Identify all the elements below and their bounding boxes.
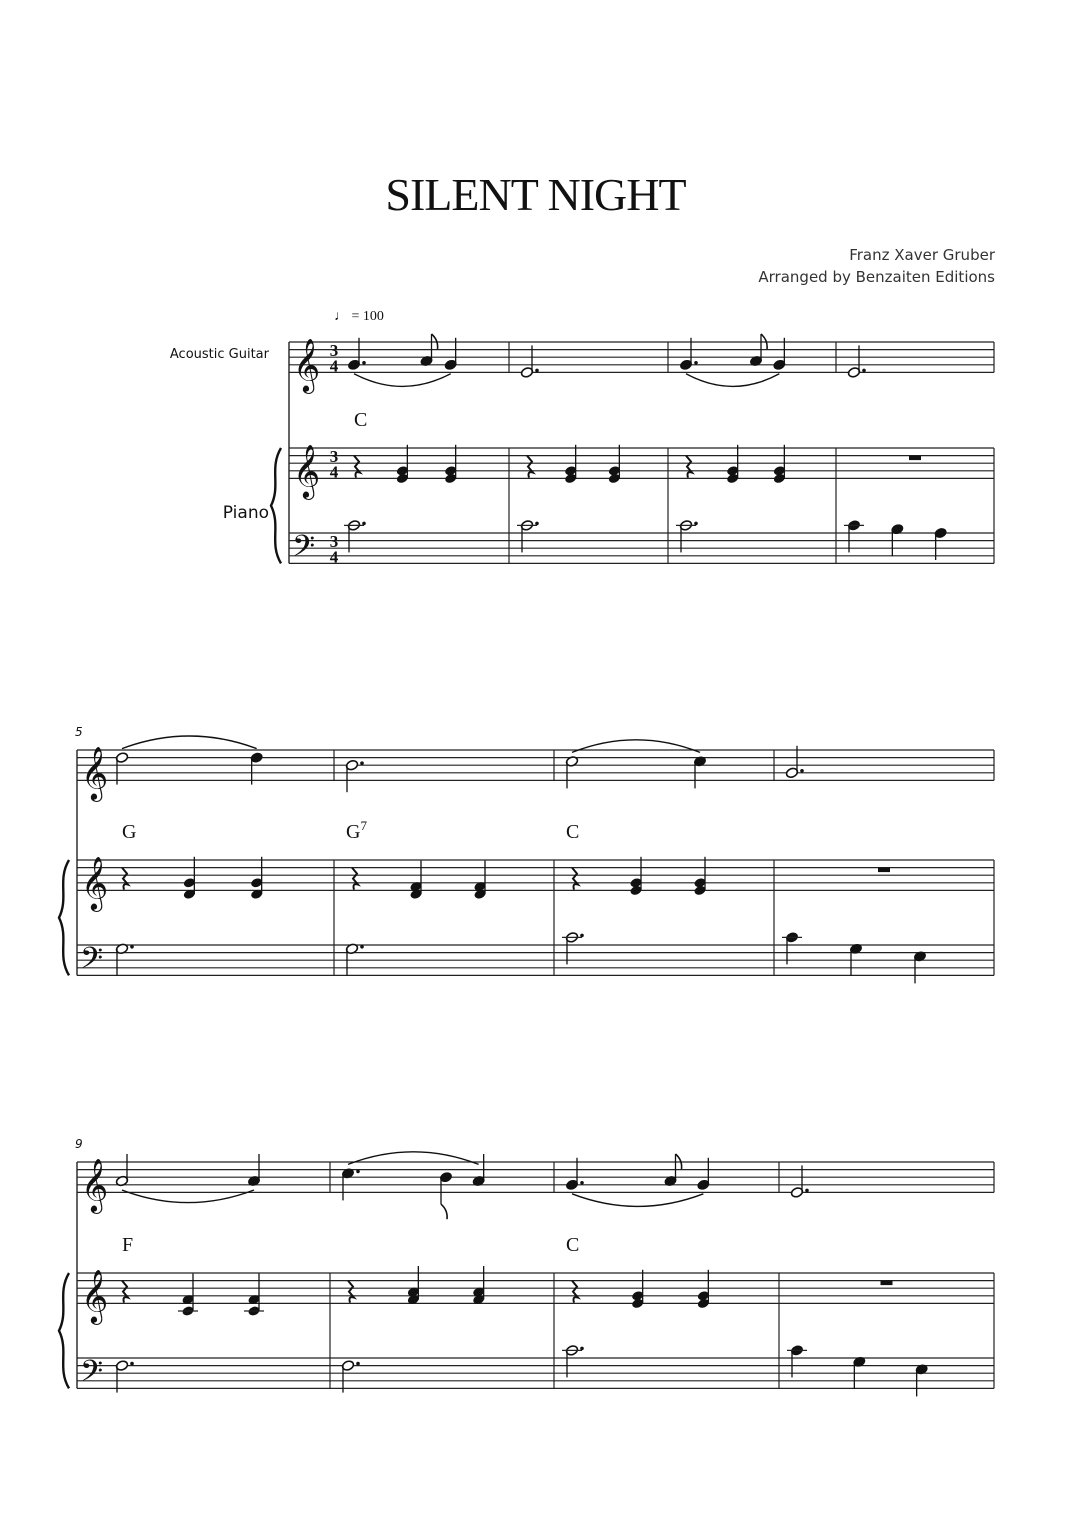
quarter-rest (348, 1281, 354, 1303)
arranger-credit: Arranged by Benzaiten Editions (758, 268, 995, 286)
piano-chord (608, 445, 621, 484)
instrument-label-guitar: Acoustic Guitar (169, 347, 269, 362)
quarter-rest (354, 456, 360, 478)
augmentation-dot (362, 361, 366, 365)
bass-note (847, 520, 860, 553)
melody-note (749, 334, 767, 367)
measure-number: 5 (75, 725, 83, 739)
melody-note (341, 1168, 360, 1201)
piano-chord (697, 1270, 710, 1309)
piano-treble-staff (77, 860, 994, 890)
augmentation-dot (800, 769, 804, 773)
chord-symbol: G (122, 821, 137, 843)
melody-note (347, 338, 366, 371)
piano-chord (693, 857, 706, 896)
piano-chord (631, 1270, 644, 1309)
melody-note (565, 1158, 584, 1191)
guitar-staff (77, 1162, 994, 1192)
bass-note (565, 1345, 584, 1378)
bass-note (849, 943, 862, 976)
augmentation-dot (535, 369, 539, 373)
augmentation-dot (580, 934, 584, 938)
time-signature-beats: 3 (329, 447, 339, 467)
bass-note (345, 943, 364, 976)
time-signature-unit: 4 (329, 356, 339, 376)
melody-note (439, 1171, 452, 1219)
whole-rest (909, 456, 921, 461)
augmentation-dot (360, 761, 364, 765)
tempo-marking: ♩ = 100 (334, 309, 384, 324)
piano-chord (407, 1266, 420, 1305)
piano-chord (396, 445, 409, 484)
melody-note (115, 752, 128, 785)
piano-treble-clef-icon: 𝄞 (81, 1270, 109, 1322)
piano-chord (183, 857, 196, 900)
augmentation-dot (130, 945, 134, 949)
melody-note (790, 1165, 809, 1198)
piano-chord (773, 445, 786, 484)
bass-note (341, 1360, 360, 1393)
melody-note (773, 338, 786, 371)
quarter-rest (572, 868, 578, 890)
augmentation-dot (862, 369, 866, 373)
guitar-treble-clef-icon: 𝄞 (81, 747, 109, 799)
piano-chord (250, 857, 263, 900)
augmentation-dot (356, 1362, 360, 1366)
chord-symbol: C (354, 409, 368, 431)
melody-note (345, 759, 364, 792)
quarter-rest (122, 1281, 128, 1303)
melody-note (472, 1154, 485, 1187)
bass-note (790, 1345, 803, 1378)
instrument-label-piano: Piano (222, 503, 269, 523)
piano-chord (473, 861, 486, 900)
whole-rest (878, 868, 890, 873)
melody-note (420, 334, 438, 367)
quarter-rest (572, 1281, 578, 1303)
piano-bass-staff (289, 533, 994, 563)
bass-note (891, 523, 904, 556)
augmentation-dot (580, 1181, 584, 1185)
melody-note (664, 1154, 682, 1187)
bass-note (853, 1356, 866, 1389)
piano-chord (472, 1266, 485, 1305)
chord-symbol: F (122, 1234, 134, 1256)
augmentation-dot (356, 1170, 360, 1174)
piano-treble-clef-icon: 𝄞 (81, 857, 109, 909)
bass-note (913, 951, 926, 984)
piano-chord (726, 445, 739, 484)
composer-credit: Franz Xaver Gruber (849, 246, 995, 264)
melody-note (847, 345, 866, 378)
time-signature-unit: 4 (329, 547, 339, 567)
guitar-treble-clef-icon: 𝄞 (81, 1159, 109, 1211)
bass-note (934, 527, 947, 560)
piano-bass-clef-icon: 𝄢 (80, 1354, 104, 1395)
bass-note (520, 520, 539, 553)
melody-note (444, 338, 457, 371)
bass-note (679, 520, 698, 553)
page-title: SILENT NIGHT (385, 169, 686, 220)
chord-symbol: C (566, 821, 580, 843)
augmentation-dot (362, 522, 366, 526)
augmentation-dot (694, 361, 698, 365)
piano-brace (59, 1273, 69, 1388)
melody-note (565, 756, 578, 789)
melody-note (250, 752, 263, 785)
melody-note (693, 756, 706, 789)
bass-note (565, 932, 584, 965)
melody-note (115, 1154, 128, 1187)
slur (354, 374, 451, 387)
melody-note (785, 746, 804, 779)
piano-chord (409, 861, 422, 900)
piano-treble-clef-icon: 𝄞 (293, 445, 321, 497)
slur (122, 736, 257, 749)
melody-note (247, 1154, 260, 1187)
bass-note (347, 520, 366, 553)
augmentation-dot (580, 1347, 584, 1351)
augmentation-dot (360, 945, 364, 949)
quarter-rest (686, 456, 692, 478)
piano-treble-staff (289, 448, 994, 478)
time-signature-beats: 3 (329, 532, 339, 552)
slur (686, 374, 779, 387)
slur (572, 1194, 703, 1207)
quarter-rest (352, 868, 358, 890)
chord-superscript: 7 (360, 818, 367, 833)
augmentation-dot (130, 1362, 134, 1366)
melody-note (697, 1158, 710, 1191)
piano-chord (629, 857, 642, 896)
time-signature-beats: 3 (329, 341, 339, 361)
guitar-staff (289, 342, 994, 372)
augmentation-dot (535, 522, 539, 526)
piano-chord (444, 445, 457, 484)
piano-brace (59, 860, 69, 975)
measure-number: 9 (75, 1137, 83, 1151)
quarter-rest (122, 868, 128, 890)
piano-bass-clef-icon: 𝄢 (292, 529, 316, 570)
melody-note (679, 338, 698, 371)
quarter-rest (527, 456, 533, 478)
flag (441, 1204, 447, 1219)
whole-rest (881, 1281, 893, 1286)
bass-note (115, 943, 134, 976)
piano-bass-clef-icon: 𝄢 (80, 941, 104, 982)
piano-chord (564, 445, 577, 484)
augmentation-dot (694, 522, 698, 526)
guitar-staff (77, 750, 994, 780)
chord-symbol: C (566, 1234, 580, 1256)
augmentation-dot (805, 1189, 809, 1193)
melody-note (520, 345, 539, 378)
guitar-treble-clef-icon: 𝄞 (293, 339, 321, 391)
piano-brace (271, 448, 281, 563)
bass-note (115, 1360, 134, 1393)
piano-treble-staff (77, 1273, 994, 1303)
chord-symbol: $G^7$ (346, 818, 367, 843)
time-signature-unit: 4 (329, 462, 339, 482)
bass-note (915, 1364, 928, 1397)
bass-note (785, 932, 798, 965)
